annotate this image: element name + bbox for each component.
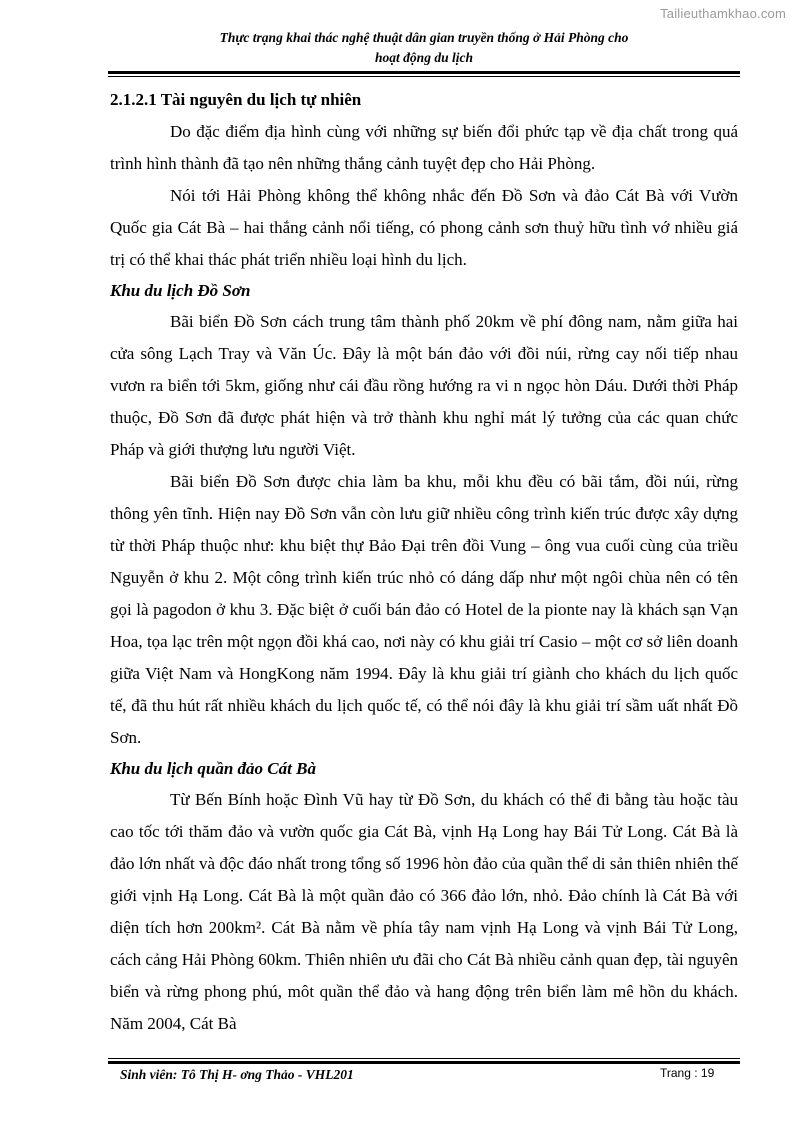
running-header <box>108 28 740 68</box>
subsection-heading-do-son: Khu du lịch Đồ Sơn <box>110 281 251 300</box>
header-rule-thin <box>108 76 740 77</box>
section-heading: 2.1.2.1 Tài nguyên du lịch tự nhiên <box>110 90 362 109</box>
paragraph: Từ Bến Bính hoặc Đình Vũ hay từ Đồ Sơn, du khách có thể đi bằng tàu hoặc tàu cao tốc tới thăm đảo và vườn quốc gia Cát Bà, vịnh Hạ Long hay Bái Tử Long. Cát Bà là đảo lớn nhất và độc đáo nhất trong tổng số 1996 hòn đảo của quần thể di sản thiên nhiên thế giới vịnh Hạ Long. Cát Bà là một quần đảo có 366 đảo lớn, nhỏ. Đảo chính là Cát Bà với diện tích hơn 200km². Cát Bà nằm về phía tây nam vịnh Hạ Long và vịnh Bái Tử Long, cách cảng Hải Phòng 60km. Thiên nhiên ưu đãi cho Cát Bà nhiều cảnh quan đẹp, tài nguyên biển và rừng phong phú, môt quần thể đảo và hang động trên biển làm mê hồn du khách. Năm 2004, Cát Bà <box>110 790 738 1033</box>
page-body <box>110 84 738 1040</box>
paragraph: Bãi biển Đồ Sơn được chia làm ba khu, mỗi khu đều có bãi tắm, đồi núi, rừng thông yên tĩnh. Hiện nay Đồ Sơn vẫn còn lưu giữ nhiều công trình kiến trúc được xây dựng từ thời Pháp thuộc như: khu biệt thự Bảo Đại trên đồi Vung – ông vua cuối cùng của triều Nguyễn ở khu 2. Một công trình kiến trúc nhỏ có dáng dấp như một ngôi chùa nên có tên gọi là pagodon ở khu 3. Đặc biệt ở cuối bán đảo có Hotel de la pionte nay là khách sạn Vạn Hoa, tọa lạc trên một ngọn đồi khá cao, nơi này có khu giải trí Casio – một cơ sở liên doanh giữa Việt Nam và HongKong năm 1994. Đây là khu giải trí giành cho khách du lịch quốc tế, đã thu hút rất nhiều khách du lịch quốc tế, có thể nói đây là khu giải trí sầm uất nhất Đồ Sơn. <box>110 472 738 747</box>
footer-rule-thick <box>108 1061 740 1064</box>
subsection-heading-cat-ba: Khu du lịch quần đảo Cát Bà <box>110 759 316 778</box>
paragraph: Bãi biển Đồ Sơn cách trung tâm thành phố 20km về phí đông nam, nằm giữa hai cửa sông Lạch Tray và Văn Úc. Đây là một bán đảo với đồi núi, rừng cay nối tiếp nhau vươn ra biển tới 5km, giống như cái đầu rồng hướng ra vi n ngọc hòn Dáu. Dưới thời Pháp thuộc, Đồ Sơn đã được phát hiện và trở thành khu nghỉ mát lý tưởng của các quan chức Pháp và giới thượng lưu người Việt. <box>110 312 738 459</box>
footer-student-name: Sinh viên: Tô Thị H- ơng Thảo - VHL201 <box>120 1067 354 1082</box>
header-line-2: hoạt động du lịch <box>375 50 473 65</box>
header-rule-thick <box>108 71 740 74</box>
watermark-text: Tailieuthamkhao.com <box>660 6 786 21</box>
header-line-1: Thực trạng khai thác nghệ thuật dân gian truyền thống ở Hải Phòng cho <box>219 30 629 45</box>
footer-rule-thin <box>108 1058 740 1059</box>
page-number: Trang : 19 <box>660 1066 715 1080</box>
paragraph: Do đặc điểm địa hình cùng với những sự biến đổi phức tạp về địa chất trong quá trình hình thành đã tạo nên những thắng cảnh tuyệt đẹp cho Hải Phòng. <box>110 122 738 173</box>
paragraph: Nói tới Hải Phòng không thể không nhắc đến Đồ Sơn và đảo Cát Bà với Vườn Quốc gia Cát Bà – hai thắng cảnh nổi tiếng, có phong cảnh sơn thuỷ hữu tình vớ nhiều giá trị có thể khai thác phát triển nhiều loại hình du lịch. <box>110 186 738 269</box>
